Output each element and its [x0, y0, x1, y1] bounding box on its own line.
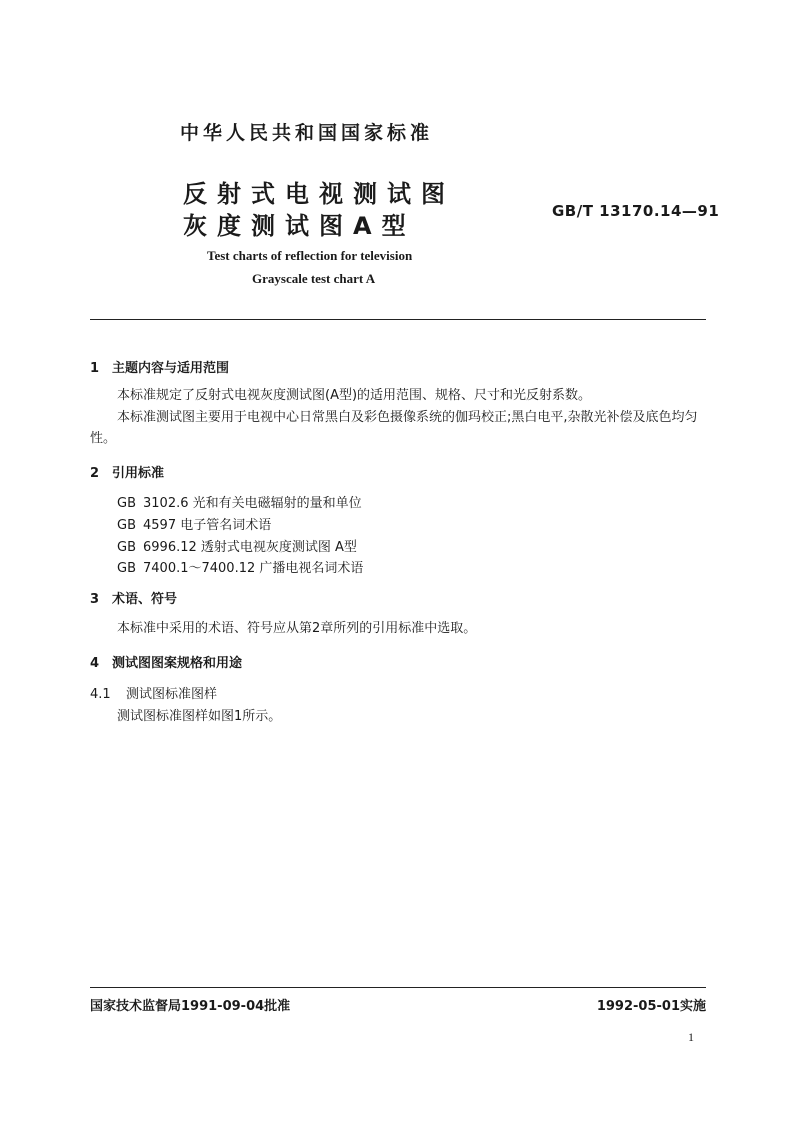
section-heading-2: [90, 462, 164, 481]
reference-item: [117, 536, 357, 555]
section-number: 3: [90, 592, 100, 607]
reference-text: 6996.12 透射式电视灰度测试图 A型: [143, 540, 357, 555]
reference-code: GB: [117, 561, 136, 576]
section-heading-4: [90, 652, 242, 671]
reference-item: [117, 492, 362, 511]
reference-code: GB: [117, 540, 136, 555]
section-number: 4: [90, 656, 100, 671]
page-number: 1: [688, 1030, 694, 1044]
section-number: 2: [90, 466, 100, 481]
reference-code: GB: [117, 496, 136, 511]
document-title-cn-line2: 灰度测试图A型: [183, 212, 416, 240]
paragraph: 本标准测试图主要用于电视中心日常黑白及彩色摄像系统的伽玛校正;黑白电平,杂散光补偿及底色均匀性。: [90, 410, 698, 446]
section-title: 测试图图案规格和用途: [112, 656, 243, 671]
section-number: 1: [90, 361, 100, 376]
subsection-heading-4-1: [90, 683, 217, 702]
standard-number: GB/T 13170.14—91: [552, 202, 720, 220]
paragraph: 本标准规定了反射式电视灰度测试图(A型)的适用范围、规格、尺寸和光反射系数。: [117, 388, 592, 403]
issuing-country-header: 中华人民共和国国家标准: [180, 122, 434, 144]
section-title: 引用标准: [112, 466, 165, 481]
document-title-en-line1: Test charts of reflection for television: [207, 248, 413, 263]
section-heading-3: [90, 588, 177, 607]
document-title-en-line2: Grayscale test chart A: [252, 271, 376, 286]
implementation-date: 1992-05-01实施: [596, 999, 706, 1014]
document-title-cn-line1: 反射式电视测试图: [183, 180, 455, 208]
approval-statement: 国家技术监督局1991-09-04批准: [90, 999, 291, 1014]
subsection-number: 4.1: [90, 687, 111, 702]
footer-divider: [90, 987, 706, 988]
paragraph: 测试图标准图样如图1所示。: [117, 709, 282, 724]
reference-item: [117, 557, 363, 576]
reference-text: 7400.1～7400.12 广播电视名词术语: [143, 561, 364, 576]
reference-text: 3102.6 光和有关电磁辐射的量和单位: [143, 496, 362, 511]
paragraph: 本标准中采用的术语、符号应从第2章所列的引用标准中选取。: [117, 621, 477, 636]
section-heading-1: [90, 357, 229, 376]
subsection-title: 测试图标准图样: [126, 687, 218, 702]
section-title: 术语、符号: [112, 592, 178, 607]
reference-code: GB: [117, 518, 136, 533]
reference-item: [117, 514, 271, 533]
reference-text: 4597 电子管名词术语: [143, 518, 272, 533]
header-divider: [90, 319, 706, 320]
section-title: 主题内容与适用范围: [112, 361, 230, 376]
